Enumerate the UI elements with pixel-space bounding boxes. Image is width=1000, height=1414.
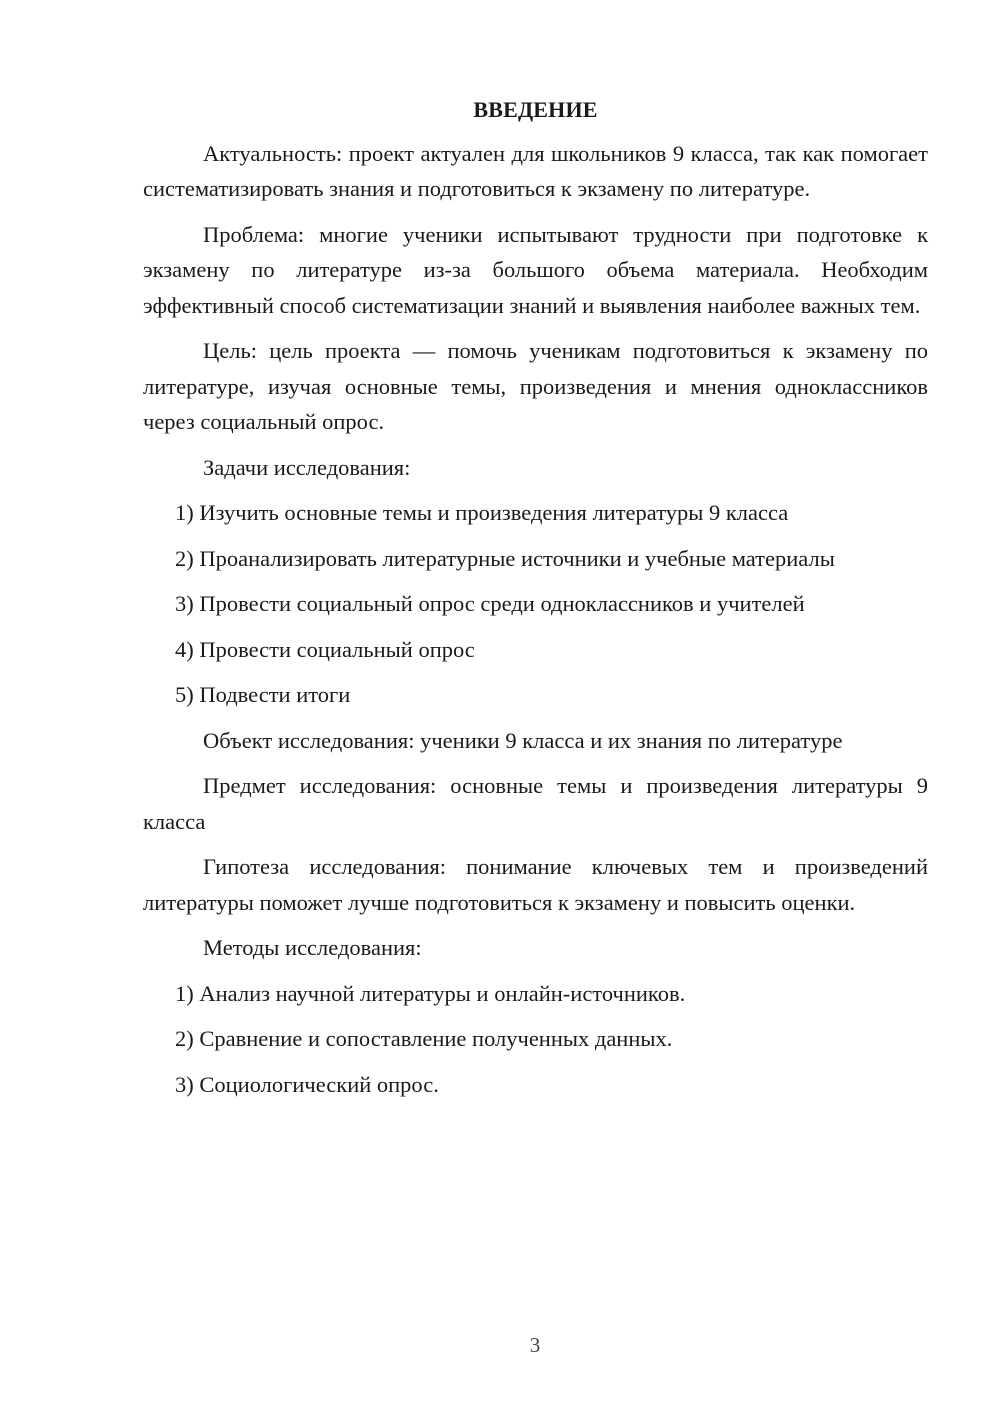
methods-title: Методы исследования:: [203, 935, 422, 960]
goal-paragraph: Цель: цель проекта — помочь ученикам подготовиться к экзамену по литературе, изучая основные темы, произведения и мнения одноклассников через социальный опрос.: [143, 338, 928, 434]
object-paragraph: Объект исследования: ученики 9 класса и их знания по литературе: [203, 727, 843, 753]
list-item: 3) Социологический опрос.: [175, 1071, 439, 1097]
subject-paragraph: Предмет исследования: основные темы и произведения литературы 9 класса: [143, 773, 928, 834]
hypothesis-paragraph: Гипотеза исследования: понимание ключевых тем и произведений литературы поможет лучше подготовиться к экзамену и повысить оценки.: [143, 854, 928, 915]
list-item: 2) Проанализировать литературные источники и учебные материалы: [175, 545, 835, 571]
page-number: 3: [529, 1333, 541, 1357]
section-heading: ВВЕДЕНИЕ: [473, 97, 598, 122]
relevance-paragraph: Актуальность: проект актуален для школьников 9 класса, так как помогает систематизировать знания и подготовиться к экзамену по литературе.: [143, 140, 928, 201]
tasks-title: Задачи исследования:: [203, 454, 411, 480]
methods-list: [143, 976, 928, 1103]
list-item: 1) Изучить основные темы и произведения литературы 9 класса: [175, 500, 789, 525]
list-item: 2) Сравнение и сопоставление полученных данных.: [175, 1026, 673, 1051]
list-item: 4) Провести социальный опрос: [175, 636, 475, 662]
list-item: 1) Анализ научной литературы и онлайн-источников.: [175, 980, 686, 1006]
list-item: 5) Подвести итоги: [175, 682, 351, 707]
problem-paragraph: Проблема: многие ученики испытывают трудности при подготовке к экзамену по литературе из-за большого объема материала. Необходим эффективный способ систематизации знаний и выявления наиболее важных тем.: [143, 221, 928, 318]
list-item: 3) Провести социальный опрос среди одноклассников и учителей: [175, 591, 805, 616]
document-page: [143, 92, 928, 1112]
tasks-list: [143, 495, 928, 713]
